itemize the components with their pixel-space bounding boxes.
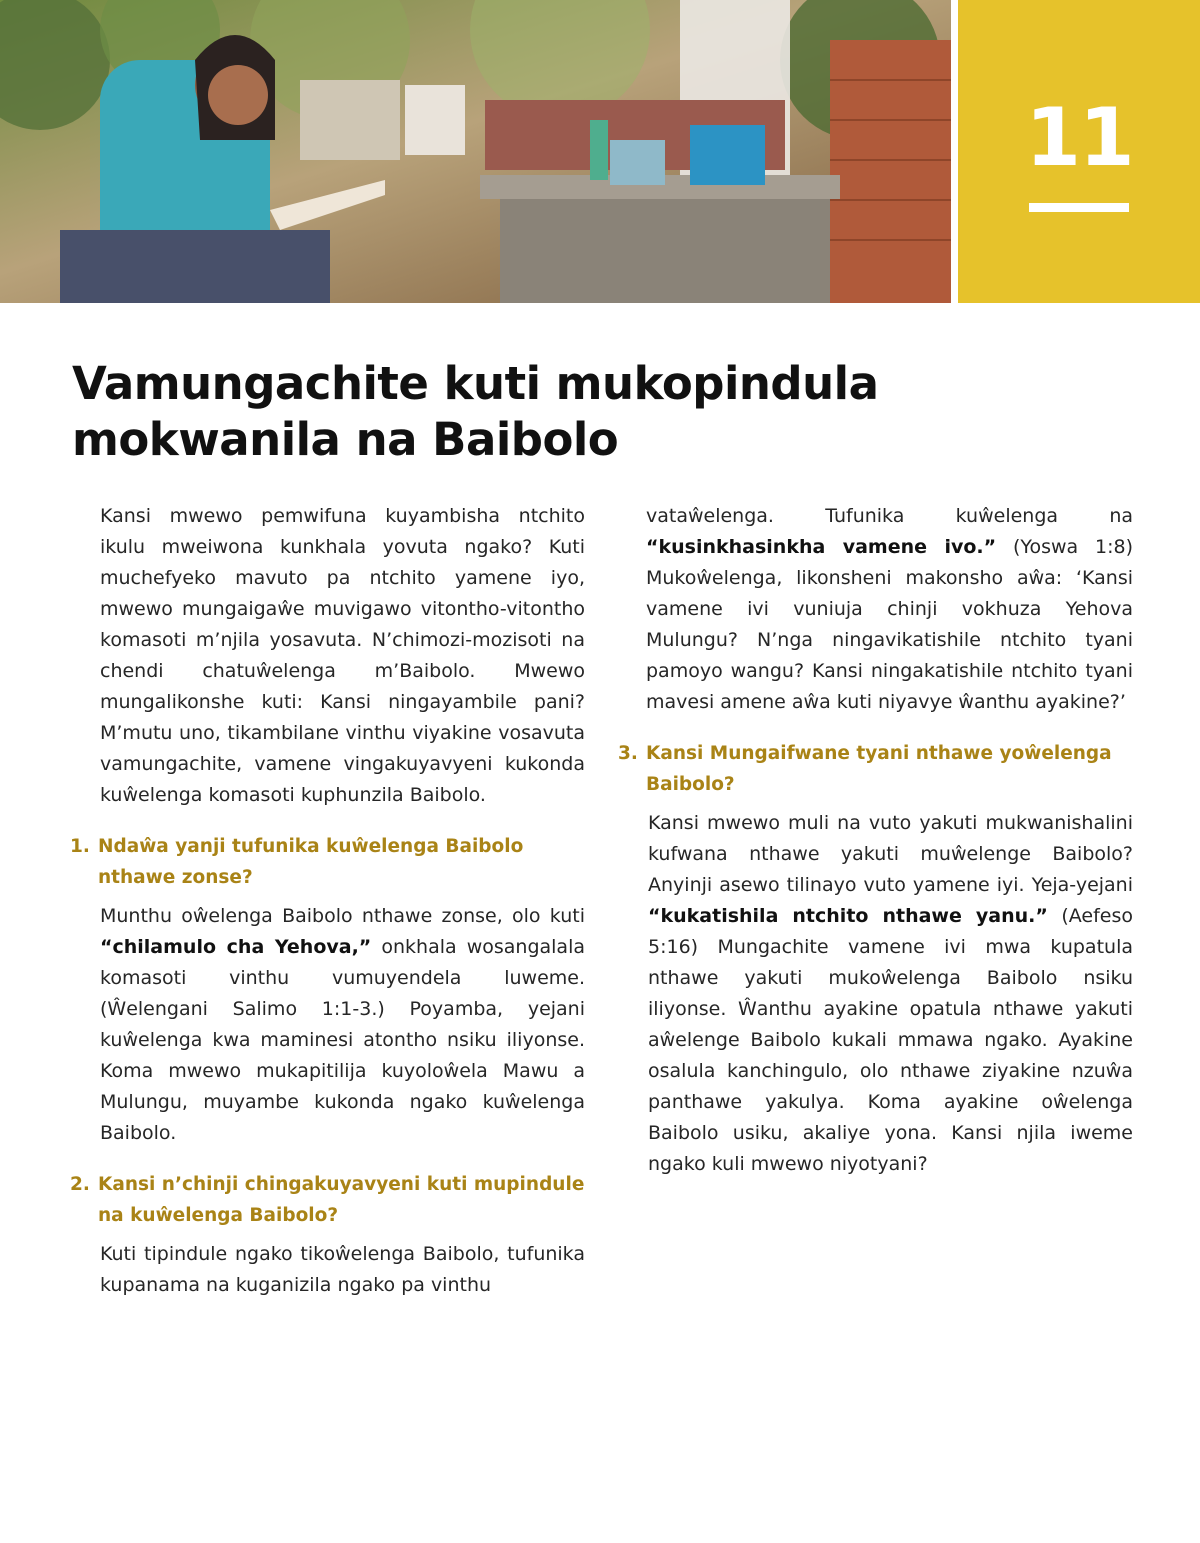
answer-text: Kuti tipindule ngako tikoŵelenga Baibolo, tufunika kupanama na kuganizila ngako pa vinthu [100,1243,585,1296]
question-text: Ndaŵa yanji tufunika kuŵelenga Baibolo nthawe zonse? [98,836,524,888]
lesson-number: 11 [1025,91,1133,184]
header-photo [0,0,951,303]
page-title: Vamungachite kuti mukopindula mokwanila na Baibolo [72,357,879,466]
intro-paragraph: Kansi mwewo pemwifuna kuyambisha ntchito ikulu mweiwona kunkhala yovuta ngako? Kuti muchefyeko mavuto pa ntchito yamene iyo, mwewo mungaigaŵe muvigawo vitontho-vitontho komasoti m’njila yosavuta. N’chimozi-mozisoti na chendi chatuŵelenga m’Baibolo. Mwewo mungalikonshe kuti: Kansi ningayambile pani? M’mutu uno, tikambilane vinthu viyakine vosavuta vamungachite, vamene vingakuyavyeni kukonda kuŵelenga komasoti kuphunzila Baibolo. [100,505,585,806]
question-number: 3. [618,743,638,764]
question-3 [618,738,1133,800]
question-text: Kansi n’chinji chingakuyavyeni kuti mupindule na kuŵelenga Baibolo? [98,1174,585,1226]
answer-2-continued [618,501,1133,718]
question-1 [70,831,585,893]
answer-text: (Yoswa 1:8) Mukoŵelenga, likonsheni makonsho aŵa: ‘Kansi vamene ivi vuniuja chinji vokhuza Yehova Mulungu? N’nga ningavikatishile ntchito tyani pamoyo wangu? Kansi ningakatishile ntchito tyani mavesi amene aŵa kuti niyavye ŵanthu ayakine?’ [646,536,1133,713]
answer-quote: “chilamulo cha Yehova,” [100,936,372,958]
answer-text: onkhala wosangalala komasoti vinthu vumuyendela luweme. (Ŵelengani Salimo 1:1-3.) Poyamba, yejani kuŵelenga kwa maminesi atontho nsiku iliyonse. Koma mwewo mukapitilija kuyoloŵela Mawu a Mulungu, muyambe kukonda ngako kuŵelenga Baibolo. [100,936,585,1144]
answer-text: vataŵelenga. Tufunika kuŵelenga na [646,505,1133,527]
answer-text: Kansi mwewo muli na vuto yakuti mukwanishalini kufwana nthawe yakuti muŵelenge Baibolo? Anyinji asewo tilinayo vuto yamene iyi. Yeja-yejani [648,812,1133,896]
question-text: Kansi Mungaifwane tyani nthawe yoŵelenga Baibolo? [646,743,1112,795]
answer-2-paragraph [70,1239,585,1301]
answer-3-paragraph [618,808,1133,1180]
answer-quote: “kukatishila ntchito nthawe yanu.” [648,905,1048,927]
question-2 [70,1169,585,1231]
question-number: 1. [70,836,90,857]
lesson-underline [1029,203,1129,212]
answer-quote: “kusinkhasinkha vamene ivo.” [646,536,997,558]
lesson-badge [958,0,1200,303]
question-number: 2. [70,1174,90,1195]
answer-1-paragraph [70,901,585,1149]
left-column [70,501,585,1301]
woman-reading-bible-photo [0,0,951,303]
right-column [618,501,1133,1180]
answer-text: (Aefeso 5:16) Mungachite vamene ivi mwa kupatula nthawe yakuti mukoŵelenga Baibolo nsiku iliyonse. Ŵanthu ayakine opatula nthawe yakuti aŵelenge Baibolo kukali mmawa ngako. Ayakine osalula kanchingulo, olo nthawe ziyakine nzuŵa panthawe yakulya. Koma ayakine oŵelenga Baibolo usiku, akaliye yona. Kansi njila iweme ngako kuli mwewo niyotyani? [648,905,1133,1175]
answer-text: Munthu oŵelenga Baibolo nthawe zonse, olo kuti [100,905,585,927]
